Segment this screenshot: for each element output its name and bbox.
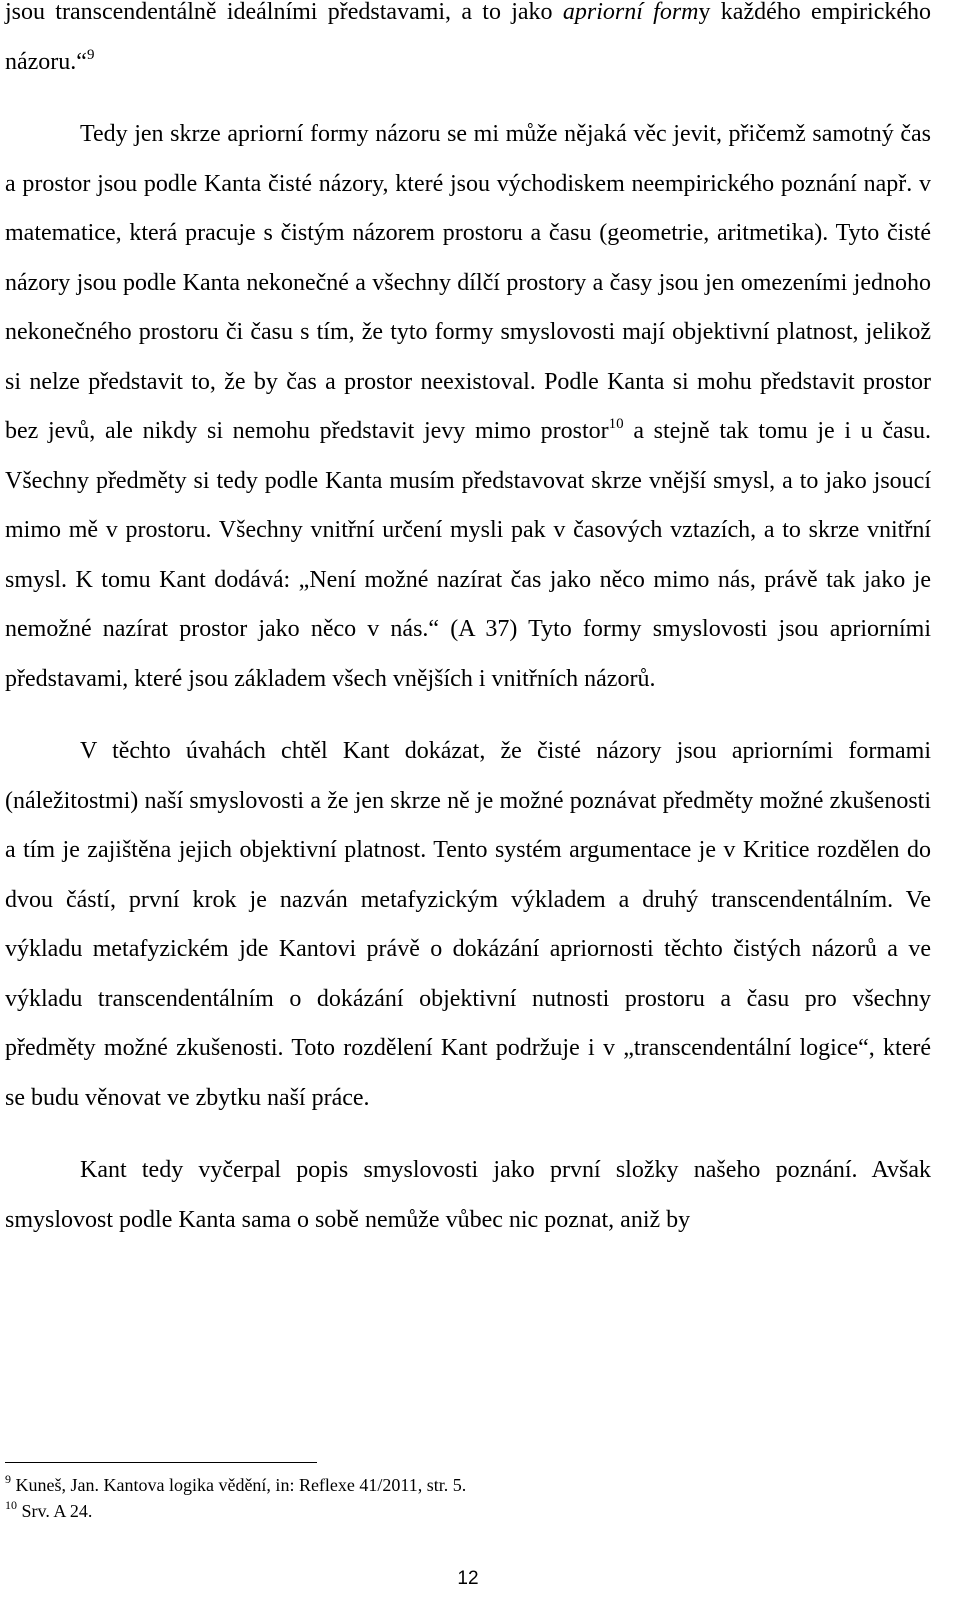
footnote-ref-10[interactable]: 10 <box>608 416 624 432</box>
paragraph-3: V těchto úvahách chtěl Kant dokázat, že čisté názory jsou apriorními formami (náležitostmi) naší smyslovosti a že jen skrze ně je možné poznávat předměty možné zkušenosti a tím je zajištěna jejich objektivní platnost. Tento systém argumentace je v Kritice rozdělen do dvou částí, první krok je nazván metafyzickým výkladem a druhý transcendentálním. Ve výkladu metafyzickém jde Kantovi právě o dokázání apriornosti těchto čistých názorů a ve výkladu transcendentálním o dokázání objektivní nutnosti prostoru a času pro všechny předměty možné zkušenosti. Toto rozdělení Kant podržuje i v „transcendentální logice“, které se budu věnovat ve zbytku naší práce. <box>5 738 931 1111</box>
footnote-ref-9[interactable]: 9 <box>86 46 95 63</box>
page-number: 12 <box>457 1568 479 1589</box>
footnote-10 <box>5 1498 931 1524</box>
footnote-number: 9 <box>5 1472 11 1486</box>
paragraph-text: jsou transcendentálně ideálními představami, a to jako <box>5 0 563 25</box>
footnote-separator <box>5 1462 317 1463</box>
paragraph-gap <box>5 1123 931 1146</box>
paragraph-text: a stejně tak tomu je i u času. Všechny předměty si tedy podle Kanta musím představovat skrze vnější smysl, a to jako jsoucí mimo mě v prostoru. Všechny vnitřní určení mysli pak v časových vztazích, a to skrze vnitřní smysl. K tomu Kant dodává: „Není možné nazírat čas jako něco mimo nás, právě tak jako je nemožné nazírat prostor jako něco v nás.“ (A 37) Tyto formy smyslovosti jsou apriorními představami, které jsou základem všech vnějších i vnitřních názorů. <box>5 418 931 692</box>
italic-term: apriorní form <box>562 0 699 25</box>
footnote-9 <box>5 1472 931 1498</box>
page-body <box>5 0 931 1245</box>
paragraph-gap <box>5 87 931 110</box>
footnote-text: Kuneš, Jan. Kantova logika vědění, in: Reflexe 41/2011, str. 5. <box>11 1475 467 1495</box>
paragraph-text: Tedy jen skrze apriorní formy názoru se mi může nějaká věc jevit, přičemž samotný čas a prostor jsou podle Kanta čisté názory, které jsou východiskem neempirického poznání např. v matematice, která pracuje s čistým názorem prostoru a času (geometrie, aritmetika). Tyto čisté názory jsou podle Kanta nekonečné a všechny dílčí prostory a časy jsou jen omezeními jednoho nekonečného prostoru či času s tím, že tyto formy smyslovosti mají objektivní platnost, jelikož si nelze představit to, že by čas a prostor neexistoval. Podle Kanta si mohu představit prostor bez jevů, ale nikdy si nemohu představit jevy mimo prostor <box>5 121 931 444</box>
footnote-number: 10 <box>5 1498 17 1512</box>
paragraph-4: Kant tedy vyčerpal popis smyslovosti jako první složky našeho poznání. Avšak smyslovost podle Kanta sama o sobě nemůže vůbec nic poznat, aniž by <box>5 1157 931 1233</box>
footnotes <box>5 1472 931 1524</box>
paragraph-1 <box>5 0 931 87</box>
paragraph-gap <box>5 704 931 727</box>
footnote-text: Srv. A 24. <box>17 1501 93 1521</box>
paragraph-text: y každého empirického názoru.“ <box>5 0 932 75</box>
paragraph-2 <box>5 110 931 704</box>
